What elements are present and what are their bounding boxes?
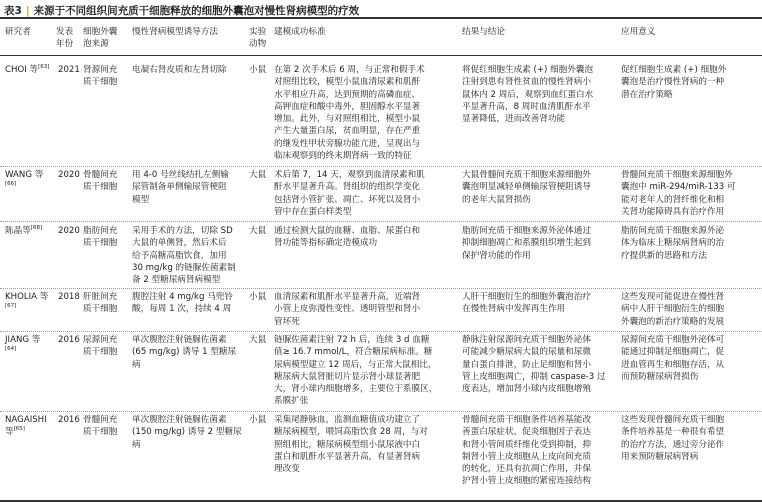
cell-significance: 尿源间充质干细胞外泌体可 能通过抑制足细胞凋亡，促 进血管再生和细胞存活，从 而预防糖尿病肾损伤 [621,335,725,382]
cell-year: 2020 [58,170,80,180]
row-divider [0,331,762,332]
table-label: 表3 [4,5,22,17]
cell-animal: 小鼠 [249,292,267,302]
cell-significance: 这些发现可能促进在慢性肾 病中人肝干细胞衍生的细胞 外囊泡的新治疗策略的发展 [621,292,725,327]
cell-source: 脂肪间充 质干细胞 [83,226,118,249]
cell-significance: 脂肪间充质干细胞来源外泌 体为临床上糖尿病肾病的治 疗提供新的思路和方法 [621,226,725,261]
cell-results: 骨髓间充质干细胞条件培养基能改 善蛋白尿症状，促炎细胞因子表达 和肾小管间质纤维化受到抑制，抑 制肾小管上皮细胞从上皮向间充质 的转化，还具有抗凋亡作用，并保 护肾小管上皮细胞的紧密连接结构 [462,415,591,487]
cell-results: 人肝干细胞衍生的细胞外囊泡治疗 在慢性肾病中发挥再生作用 [462,292,591,315]
cell-year: 2018 [58,292,80,302]
header-significance: 应用意义 [621,27,656,37]
cell-animal: 大鼠 [249,226,267,236]
header-year: 发表 年份 [56,27,74,50]
researcher-name: JIANG 等 [5,335,41,345]
header-intervention: 建模成功标准 [274,27,326,37]
table-title: 来源于不同组织间充质干细胞释放的细胞外囊泡对慢性肾病模型的疗效 [33,5,360,17]
cell-intervention: 通过检测大鼠的血糖、血脂、尿蛋白和 肾功能等指标确定造模成功 [274,226,421,249]
cell-researcher [5,334,40,359]
table-caption [4,3,359,18]
row-divider [0,411,762,412]
cell-model: 单次腹腔注射链脲佐菌素 (150 mg/kg) 诱导 2 型糖尿 病 [132,415,242,450]
researcher-name: KHOLIA 等 [5,292,49,302]
cell-intervention: 链脲佐菌素注射 72 h 后，连续 3 d 血糖 值≥ 16.7 mmol/L，符合糖尿病标准。糖 尿病模型建立 12 周后，与正常大鼠相比， 糖尿病大鼠肾脏切片显示肾小球显著肥 大，肾小球内细胞增多，主要位于系膜区， 系膜扩张 [274,335,438,407]
researcher-name: NAGAISHI 等 [5,415,47,438]
row-divider [0,288,762,289]
researcher-name: CHOI 等 [5,65,39,75]
cell-source: 肝脏间充 质干细胞 [83,292,118,315]
cell-results: 脂肪间充质干细胞来源外泌体通过 抑制细胞凋亡和系膜组织增生起到 保护肾功能的作用 [462,226,591,261]
cell-model: 电凝右肾皮质和左肾切除 [132,65,227,75]
row-divider [0,221,762,222]
cell-researcher [5,291,48,316]
cell-researcher [5,414,47,439]
cell-intervention: 术后第 7，14 天，观察到血清尿素和肌 酐水平显著升高。肾组织的组织学变化 包括肾小管扩张、凋亡、坏死以及肾小 管中存在蛋白样类型 [274,170,425,217]
cell-model: 腹腔注射 4 mg/kg 马兜铃 酸，每周 1 次，持续 4 周 [132,292,233,315]
cell-intervention: 血清尿素和肌酐水平显著升高，近端肾 小管上皮弥漫性变性、透明管型和肾小 管坏死 [274,292,421,327]
cell-researcher [5,64,49,76]
header-model: 慢性肾病模型诱导方法 [132,27,218,37]
bottom-rule [0,500,762,502]
caption-separator: | [25,5,30,17]
cell-year: 2016 [58,415,80,425]
cell-researcher [5,169,43,194]
reference-number: [65] [13,426,25,433]
cell-model: 用 4-0 号丝线结扎左侧输 尿管制备单侧输尿管梗阻 模型 [132,170,229,205]
top-rule [0,17,762,19]
cell-animal: 小鼠 [249,65,267,75]
cell-source: 骨髓间充 质干细胞 [83,415,118,438]
reference-number: [63] [38,64,50,71]
cell-animal: 大鼠 [249,335,267,345]
cell-year: 2016 [58,335,80,345]
cell-model: 采用手术的方法，切除 SD 大鼠的单侧肾，然后术后 给予高糖高脂饮食，加用 30 mg/kg 的链脲佐菌素制 备 2 型糖尿病肾病模型 [132,226,236,286]
row-divider [0,166,762,167]
cell-researcher [5,225,42,237]
cell-year: 2020 [58,226,80,236]
header-rule [0,55,762,56]
reference-number: [68] [30,225,43,232]
header-source: 细胞外囊 泡来源 [83,27,118,50]
cell-source: 骨髓间充 质干细胞 [83,170,118,193]
cell-significance: 这些发现骨髓间充质干细胞 条件培养基是一种很有希望 的治疗方法，通过旁分泌作 用来预防糖尿病肾病 [621,415,725,462]
cell-animal: 小鼠 [249,415,267,425]
cell-intervention: 在第 2 次手术后 6 周，与正常和假手术 对照组比较，模型小鼠血清尿素和肌酐 水平相应升高，达到预期的高磷血症、 高钾血症和酸中毒外，胆固醇水平显著 增加。此外，与对照组相比，模型小鼠 产生大量蛋白尿，贫血明显，存在严重 的继发性甲状旁腺功能亢进，呈现出与 临床观察到的终末期肾病一致的特征 [274,65,425,162]
cell-results: 静脉注射尿源间充质干细胞外泌体 可能减少糖尿病大鼠的尿量和尿微 量白蛋白排泄，防止足细胞和肾小 管上皮细胞凋亡，抑制 caspase-3 过 度表达，增加肾小球内皮细胞增殖 [462,335,606,395]
researcher-name: WANG 等 [5,170,44,180]
cell-model: 单次腹腔注射链脲佐菌素 (65 mg/kg) 诱导 1 型糖尿 病 [132,335,237,370]
cell-results: 大鼠骨髓间充质干细胞来源细胞外 囊泡明显减轻单侧输尿管梗阻诱导 的老年大鼠肾损伤 [462,170,591,205]
cell-source: 肾源间充 质干细胞 [83,65,118,88]
cell-significance: 促红细胞生成素 (+) 细胞外 囊泡是治疗慢性肾病的一种 潜在治疗策略 [621,65,727,100]
cell-animal: 大鼠 [249,170,267,180]
header-animal: 实验 动物 [249,27,267,50]
reference-number: [67] [5,303,17,310]
cell-significance: 骨髓间充质干细胞来源细胞外 囊泡中 miR-294/miR-133 可 能对老年人的肾纤维化和相 关肾功能障碍具有治疗作用 [621,170,736,217]
cell-intervention: 采集尾静脉血，监测血糖值成功建立了 糖尿病模型，喂饲高脂饮食 28 周，与对 照组相比，糖尿病模型组小鼠尿液中白 蛋白和肌酐水平显著升高，有显著肾病 理改变 [274,415,428,475]
reference-number: [64] [5,346,17,353]
header-researcher: 研究者 [5,27,31,37]
researcher-name: 陈晶等 [5,226,31,236]
header-results: 结果与结论 [462,27,505,37]
cell-source: 尿源间充 质干细胞 [83,335,118,358]
cell-results: 将促红细胞生成素 (+) 细胞外囊泡 注射到患有肾性贫血的慢性肾病小 鼠体内 2 周后，观察到血红蛋白水 平显著升高，8 周时血清肌酐水平 显著降低，进而改善肾功能 [462,65,594,125]
reference-number: [66] [5,181,17,188]
cell-year: 2021 [58,65,80,75]
